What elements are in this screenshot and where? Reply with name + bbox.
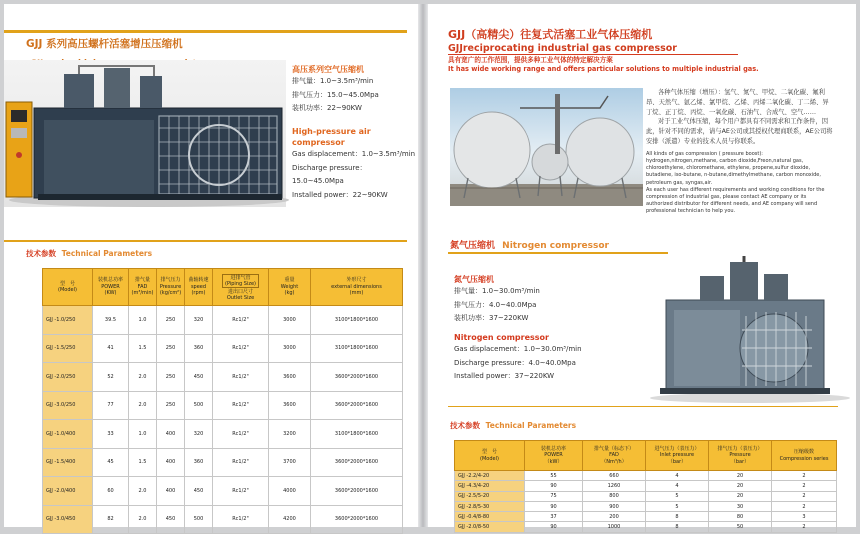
table-cell: 2 [772,501,837,511]
table-cell: 55 [525,471,583,481]
table-cell: 5 [646,501,709,511]
table-cell: 3600*2000*1600 [311,448,403,477]
table-cell: 2 [772,481,837,491]
gas-description [646,88,834,216]
table-cell: Rc1/2" [213,363,269,392]
table-cell: 500 [185,505,213,534]
title-rule [448,54,738,55]
col-piping: 进排气管 (Piping Size) 进出口尺寸 Outlet Size [213,269,269,306]
table-cell: 800 [583,491,646,501]
table-cell: 1.0 [129,306,157,335]
table-cell: 8 [646,522,709,532]
spec-line: 装机功率：22~90KW [292,104,362,112]
model-cell: GJJ -2.0/250 [43,363,93,392]
col-power: 装机总功率 POWER (KW) [93,269,129,306]
nitrogen-rule [448,252,668,254]
table-cell: 41 [93,334,129,363]
spec-line: 排气压力：4.0~40.0Mpa [454,300,537,309]
table-cell: 2.0 [129,363,157,392]
table-cell: 3600 [269,363,311,392]
table-row [43,477,403,506]
spec-line: Gas displacement：1.0~30.0m³/min [454,345,582,353]
col-model: 型 号 (Model) [455,441,525,471]
table-cell: 5 [646,491,709,501]
col-model: 型 号 (Model) [43,269,93,306]
left-tech-table [42,268,403,534]
spec-line: Discharge pressure：4.0~40.0Mpa [454,358,576,367]
model-cell: GJJ -2.5/5-20 [455,491,525,501]
col-fad: 排气量（标态下） FAD （Nm³/h） [583,441,646,471]
table-cell: 60 [93,477,129,506]
model-cell: GJJ -2.0/8-50 [455,522,525,532]
subtitle-cn: 具有宽广的工作范围，提供多种工业气体的特定解决方案 [448,56,613,64]
table-cell: 3200 [269,420,311,449]
spec-heading-cn: 氮气压缩机 [454,275,494,284]
gas-description-en: All kinds of gas compression ( pressure boost): hydrogen,nitrogen,methane, carbon dioxide,Freon,natural gas, chloroethylene, chloromethane, ethylene, propene,sulfur dioxide, butadiene, iso-butane, n-butane,dimethylmethane, carbon monoxide, petroleum gas, syngas,air. As each user has different requirements and working conditions for the compression of industrial gas, please contact AE company or its authorized distributor for different needs, and AE company will send professional technician to help you. [646,150,825,215]
table-cell: Rc1/2" [213,391,269,420]
table-cell: Rc1/2" [213,448,269,477]
right-specs-cn [454,274,604,326]
model-cell: GJJ -3.0/250 [43,391,93,420]
spec-heading-cn: 高压系列空气压缩机 [292,65,364,74]
table-cell: 1.0 [129,420,157,449]
table-cell: 250 [157,363,185,392]
table-cell: 320 [185,420,213,449]
table-cell: 400 [157,420,185,449]
contact-note-cn: 对于工业气体压缩，每个用户都具有不同需求和工作条件，因此，针对不同的需求，请与AE公司或其授权代理商联系，AE公司将安排（派遣）专业的技术人员与你联系。 [646,118,833,145]
page-fold [418,4,428,527]
table-cell: 3600*2000*1600 [311,363,403,392]
col-pressure: 排气压力 Pressure (kg/cm²) [157,269,185,306]
table-cell: 2.0 [129,505,157,534]
table-cell: Rc1/2" [213,334,269,363]
table-cell: 360 [185,448,213,477]
table-cell: 400 [157,477,185,506]
table-cell: 1260 [583,481,646,491]
section-rule [448,406,838,407]
table-cell: 2 [772,471,837,481]
right-table-body [455,471,837,533]
table-cell: 3100*1800*1600 [311,420,403,449]
table-cell: Rc1/2" [213,505,269,534]
spec-line: 装机功率：37~220KW [454,314,529,322]
storage-sphere-illustration [450,88,643,206]
table-cell: 3 [772,512,837,522]
table-row [455,491,837,501]
table-cell: 400 [157,448,185,477]
spec-line: Installed power：22~90KW [292,190,388,199]
right-title-en: GJJreciprocating industrial gas compressor [448,43,677,54]
spec-heading-en-line-2: compressor [292,138,345,147]
table-cell: 20 [709,471,772,481]
table-cell: 1000 [583,522,646,532]
left-title-cn: GJJ 系列高压螺杆活塞增压压缩机 [26,38,183,50]
table-cell: 250 [157,306,185,335]
table-cell: 20 [709,491,772,501]
col-power: 装机总功率 POWER （kW） [525,441,583,471]
table-cell: 90 [525,522,583,532]
table-cell: 2 [772,522,837,532]
table-row [43,448,403,477]
table-cell: 200 [583,512,646,522]
table-cell: 3100*1800*1600 [311,334,403,363]
table-cell: 360 [185,334,213,363]
right-specs-en [454,332,604,384]
table-row [43,363,403,392]
table-cell: 500 [185,391,213,420]
col-pressure: 排气压力（表压力） Pressure （bar） [709,441,772,471]
nitrogen-compressor-illustration [640,256,850,404]
gas-list-cn: 各种气体压缩（增压）：氢气、氮气、甲烷、二氧化碳、氟利昂、天然气、氩乙烯、氯甲烷、乙烯、丙烯二氧化碳、丁二烯、异丁烷、正丁烷、丙烷、一氧化碳、石油气、合成气、空气…… [646,89,829,116]
table-cell: 900 [583,501,646,511]
tech-title-en: Technical Parameters [485,421,577,430]
model-cell: GJJ -1.5/250 [43,334,93,363]
table-cell: 660 [583,471,646,481]
spec-line: 排气量：1.0~3.5m³/min [292,77,374,85]
table-cell: 3700 [269,448,311,477]
table-cell: 3600*2000*1600 [311,391,403,420]
model-cell: GJJ -1.0/400 [43,420,93,449]
model-cell: GJJ -0.4/8-80 [455,512,525,522]
left-page [4,4,418,527]
table-cell: 45 [93,448,129,477]
left-specs-en [292,126,416,202]
right-title-cn: GJJ（高精尖）往复式活塞工业气体压缩机 [448,28,653,41]
table-cell: 450 [185,477,213,506]
table-cell: 82 [93,505,129,534]
table-cell: 4 [646,471,709,481]
table-cell: 1.5 [129,334,157,363]
spec-line: Gas displacement：1.0~3.5m³/min [292,150,416,158]
table-row [455,512,837,522]
table-cell: 4200 [269,505,311,534]
model-cell: GJJ -2.8/5-30 [455,501,525,511]
table-cell: 450 [157,505,185,534]
table-cell: 80 [709,512,772,522]
right-subtitle [448,56,759,74]
model-cell: GJJ -3.0/450 [43,505,93,534]
table-cell: 320 [185,306,213,335]
table-cell: 4000 [269,477,311,506]
left-table-body [43,306,403,534]
right-page [428,4,856,531]
model-cell: GJJ -4.3/4-20 [455,481,525,491]
spec-line: Installed power：37~220KW [454,372,555,380]
table-row [455,501,837,511]
col-speed: 曲轴转速 speed (rpm) [185,269,213,306]
table-cell: 1.5 [129,448,157,477]
table-cell: Rc1/2" [213,477,269,506]
table-row [43,391,403,420]
table-cell: Rc1/2" [213,420,269,449]
table-cell: 50 [709,522,772,532]
table-cell: 37 [525,512,583,522]
table-cell: 30 [709,501,772,511]
col-dimensions: 外形尺寸 external dimensions (mm) [311,269,403,306]
table-row [43,505,403,534]
table-cell: 77 [93,391,129,420]
spec-line: 排气量：1.0~30.0m³/min [454,287,540,295]
table-header-row [43,269,403,306]
left-tech-title [26,248,152,259]
table-row [43,420,403,449]
table-cell: 3000 [269,306,311,335]
table-cell: 75 [525,491,583,501]
table-header-row [455,441,837,471]
table-cell: 2.0 [129,391,157,420]
table-cell: 2.0 [129,477,157,506]
spec-line: Discharge pressure：15.0~45.0Mpa [292,163,367,185]
model-cell: GJJ -2.0/400 [43,477,93,506]
table-row [455,471,837,481]
screw-piston-compressor-photo [4,60,286,207]
spec-line: 排气压力：15.0~45.0Mpa [292,90,379,99]
table-cell: 450 [185,363,213,392]
gas-tank-photo [450,88,643,206]
table-row [43,306,403,335]
tech-title-en: Technical Parameters [61,249,153,258]
col-fad: 排气量 FAD (m³/min) [129,269,157,306]
table-cell: Rc1/2" [213,306,269,335]
table-cell: 8 [646,512,709,522]
table-row [455,522,837,532]
model-cell: GJJ -1.0/250 [43,306,93,335]
table-cell: 39.5 [93,306,129,335]
table-cell: 33 [93,420,129,449]
table-cell: 3600*2000*1600 [311,477,403,506]
table-cell: 3600*2000*1600 [311,505,403,534]
table-cell: 52 [93,363,129,392]
right-title [448,26,677,54]
col-compression-series: 压缩级数 Compression series [772,441,837,471]
compressor-illustration [4,60,286,207]
nitrogen-title [450,238,609,251]
tech-title-cn: 技术参数 [450,421,480,430]
col-weight: 重量 Weight (kg) [269,269,311,306]
model-cell: GJJ -2.2/4-20 [455,471,525,481]
table-cell: 2 [772,491,837,501]
table-row [43,334,403,363]
subtitle-en: It has wide working range and offers particular solutions to multiple industrial gas. [448,65,759,73]
col-inlet-pressure: 进气压力（表压力） Inlet pressure （bar） [646,441,709,471]
nitrogen-compressor-photo [640,256,850,404]
table-row [455,481,837,491]
spec-heading-en: Nitrogen compressor [454,333,549,342]
tech-title-cn: 技术参数 [26,249,56,258]
right-tech-table [454,440,837,533]
table-cell: 90 [525,481,583,491]
table-cell: 90 [525,501,583,511]
table-cell: 4 [646,481,709,491]
table-cell: 3600 [269,391,311,420]
section-rule [4,240,407,242]
table-cell: 250 [157,334,185,363]
nitrogen-title-en: Nitrogen compressor [502,241,610,251]
nitrogen-title-cn: 氮气压缩机 [450,241,496,251]
table-cell: 3000 [269,334,311,363]
right-tech-title [450,420,576,431]
left-specs-cn [292,64,416,116]
table-cell: 3100*1800*1600 [311,306,403,335]
model-cell: GJJ -1.5/400 [43,448,93,477]
spec-heading-en: High-pressure air [292,127,371,136]
table-cell: 250 [157,391,185,420]
table-cell: 20 [709,481,772,491]
